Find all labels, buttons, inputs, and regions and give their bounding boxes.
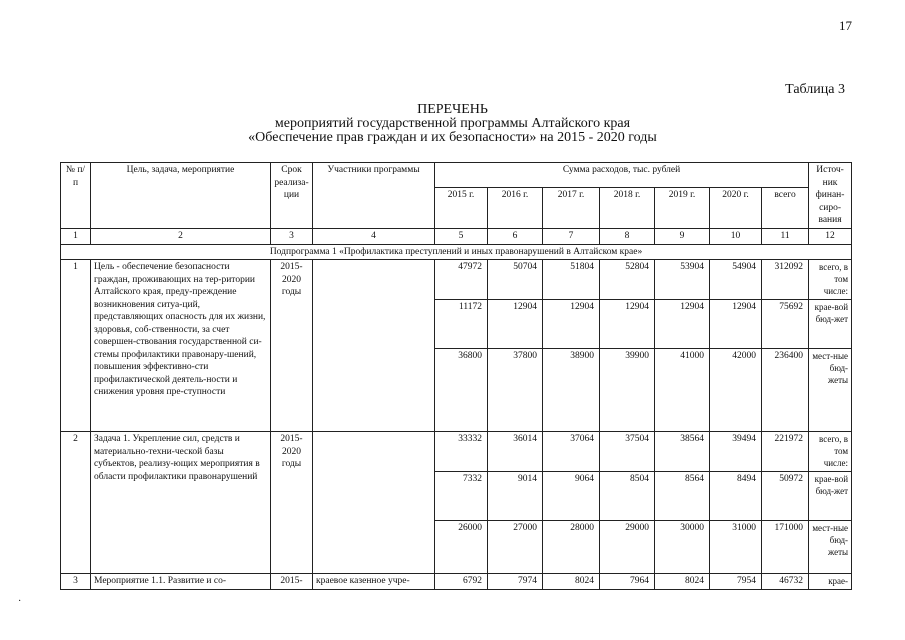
- col-number: 3: [271, 229, 313, 245]
- value-cell: 8504: [600, 472, 655, 521]
- value-cell: 27000: [488, 521, 543, 574]
- title-line-3: «Обеспечение прав граждан и их безопасности» на 2015 - 2020 годы: [248, 130, 657, 145]
- row-participants: [313, 432, 435, 574]
- col-number: 10: [710, 229, 762, 245]
- header-year: 2017 г.: [543, 188, 600, 229]
- col-number: 4: [313, 229, 435, 245]
- total-cell: 312092: [762, 260, 809, 300]
- value-cell: 7974: [488, 574, 543, 590]
- col-number: 1: [61, 229, 91, 245]
- row-text: Мероприятие 1.1. Развитие и со-: [91, 574, 271, 590]
- value-cell: 53904: [655, 260, 710, 300]
- total-cell: 236400: [762, 349, 809, 432]
- source-cell: всего, в том числе:: [809, 260, 852, 300]
- row-term: 2015-2020 годы: [271, 260, 313, 432]
- header-year: 2019 г.: [655, 188, 710, 229]
- value-cell: 31000: [710, 521, 762, 574]
- row-num: 1: [61, 260, 91, 432]
- row-participants: [313, 260, 435, 432]
- header-num: № п/п: [61, 163, 91, 229]
- value-cell: 8494: [710, 472, 762, 521]
- expenses-table: [60, 162, 852, 590]
- col-number: 7: [543, 229, 600, 245]
- table-label: Таблица 3: [785, 82, 845, 97]
- row-num: 3: [61, 574, 91, 590]
- value-cell: 8024: [543, 574, 600, 590]
- value-cell: 12904: [710, 300, 762, 349]
- row-text: Цель - обеспечение безопасности граждан, проживающих на тер-ритории Алтайского края, преду-преждение возникновения ситуа-ций, представляющих опасность для их жизни, здоровья, соб-ственности, за счет совершен-ствования государственной си-стемы профилактики правонару-шений, повышения эффективно-сти профилактической деятель-ности и снижения уровня пре-ступности: [91, 260, 271, 432]
- row-num: 2: [61, 432, 91, 574]
- value-cell: 11172: [435, 300, 488, 349]
- col-number: 11: [762, 229, 809, 245]
- value-cell: 54904: [710, 260, 762, 300]
- value-cell: 12904: [600, 300, 655, 349]
- header-term: Срок реализа-ции: [271, 163, 313, 229]
- value-cell: 9014: [488, 472, 543, 521]
- value-cell: 39900: [600, 349, 655, 432]
- col-number: 2: [91, 229, 271, 245]
- total-cell: 75692: [762, 300, 809, 349]
- header-year: 2015 г.: [435, 188, 488, 229]
- page-number: 17: [839, 18, 852, 33]
- value-cell: 12904: [543, 300, 600, 349]
- header-row: [61, 163, 852, 188]
- subprogram-title: Подпрограмма 1 «Профилактика преступлений и иных правонарушений в Алтайском крае»: [61, 244, 852, 260]
- value-cell: 7332: [435, 472, 488, 521]
- col-number: 5: [435, 229, 488, 245]
- source-cell: мест-ные бюд-жеты: [809, 349, 852, 432]
- table-row: [61, 574, 852, 590]
- value-cell: 12904: [488, 300, 543, 349]
- row-participants: краевое казенное учре-: [313, 574, 435, 590]
- col-number: 12: [809, 229, 852, 245]
- value-cell: 7964: [600, 574, 655, 590]
- value-cell: 37064: [543, 432, 600, 472]
- col-number: 6: [488, 229, 543, 245]
- total-cell: 50972: [762, 472, 809, 521]
- row-term: 2015-2020 годы: [271, 432, 313, 574]
- row-term: 2015-: [271, 574, 313, 590]
- value-cell: 37800: [488, 349, 543, 432]
- total-cell: 221972: [762, 432, 809, 472]
- title-line-2: мероприятий государственной программы Алтайского края: [274, 116, 631, 131]
- value-cell: 37504: [600, 432, 655, 472]
- value-cell: 9064: [543, 472, 600, 521]
- source-cell: крае-вой бюд-жет: [809, 472, 852, 521]
- value-cell: 42000: [710, 349, 762, 432]
- table-row: [61, 432, 852, 472]
- header-source: Источ-ник финан-сиро-вания: [809, 163, 852, 229]
- value-cell: 7954: [710, 574, 762, 590]
- header-total: всего: [762, 188, 809, 229]
- total-cell: 171000: [762, 521, 809, 574]
- header-year: 2016 г.: [488, 188, 543, 229]
- header-year: 2018 г.: [600, 188, 655, 229]
- total-cell: 46732: [762, 574, 809, 590]
- source-cell: мест-ные бюд-жеты: [809, 521, 852, 574]
- value-cell: 52804: [600, 260, 655, 300]
- value-cell: 8024: [655, 574, 710, 590]
- source-cell: крае-вой бюд-жет: [809, 300, 852, 349]
- value-cell: 26000: [435, 521, 488, 574]
- value-cell: 28000: [543, 521, 600, 574]
- document-title: [150, 103, 755, 145]
- col-number: 9: [655, 229, 710, 245]
- value-cell: 12904: [655, 300, 710, 349]
- header-sum: Сумма расходов, тыс. рублей: [435, 163, 809, 188]
- title-line-1: ПЕРЕЧЕНЬ: [417, 102, 488, 117]
- value-cell: 39494: [710, 432, 762, 472]
- value-cell: 33332: [435, 432, 488, 472]
- value-cell: 41000: [655, 349, 710, 432]
- value-cell: 38900: [543, 349, 600, 432]
- value-cell: 6792: [435, 574, 488, 590]
- value-cell: 8564: [655, 472, 710, 521]
- column-numbers-row: [61, 229, 852, 245]
- header-goal: Цель, задача, мероприятие: [91, 163, 271, 229]
- source-cell: крае-: [809, 574, 852, 590]
- value-cell: 36800: [435, 349, 488, 432]
- value-cell: 38564: [655, 432, 710, 472]
- value-cell: 51804: [543, 260, 600, 300]
- header-year: 2020 г.: [710, 188, 762, 229]
- source-cell: всего, в том числе:: [809, 432, 852, 472]
- subprogram-row: [61, 244, 852, 260]
- value-cell: 36014: [488, 432, 543, 472]
- value-cell: 47972: [435, 260, 488, 300]
- value-cell: 30000: [655, 521, 710, 574]
- row-text: Задача 1. Укрепление сил, средств и материально-техни-ческой базы субъектов, реализу-ющих мероприятия в области профилактики правонарушений: [91, 432, 271, 574]
- value-cell: 50704: [488, 260, 543, 300]
- stray-mark: ·: [18, 596, 22, 607]
- col-number: 8: [600, 229, 655, 245]
- value-cell: 29000: [600, 521, 655, 574]
- header-participants: Участники программы: [313, 163, 435, 229]
- table-row: [61, 260, 852, 300]
